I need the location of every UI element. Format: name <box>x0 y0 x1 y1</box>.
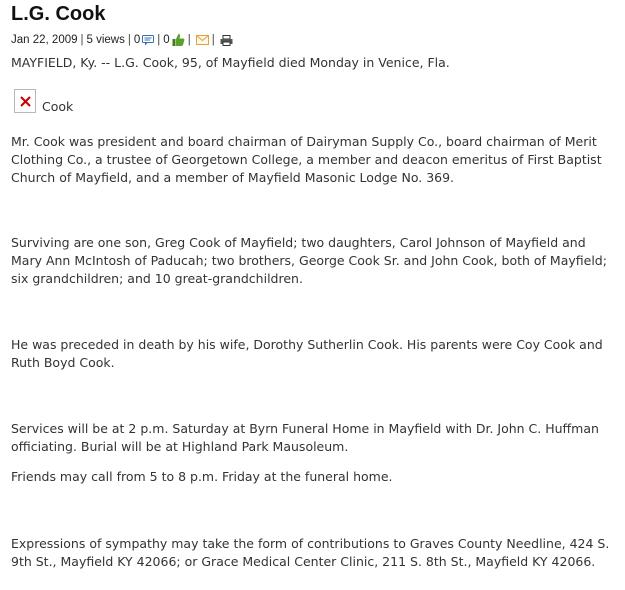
thumbs-up-icon[interactable] <box>172 33 185 47</box>
photo-caption: Cook <box>42 99 74 114</box>
article-date: Jan 22, 2009 <box>11 34 78 46</box>
view-count: 5 views <box>86 34 125 46</box>
article-paragraph-sympathy: Expressions of sympathy may take the form of contributions to Graves County Needline, 424 S. 9th St., Mayfield KY 42066; or Grace Medical Center Clinic, 211 S. 8th St., Mayfield KY 42066. <box>11 536 610 569</box>
article-paragraph-services: Services will be at 2 p.m. Saturday at Byrn Funeral Home in Mayfield with Dr. John C. Huffman officiating. Burial will be at Highland Park Mausoleum. <box>11 421 599 454</box>
article-paragraph-lede: MAYFIELD, Ky. -- L.G. Cook, 95, of Mayfield died Monday in Venice, Fla. <box>11 55 450 70</box>
comment-count: 0 <box>133 34 141 46</box>
article-paragraph-visitation: Friends may call from 5 to 8 p.m. Friday at the funeral home. <box>11 469 393 484</box>
photo-placeholder <box>14 89 36 113</box>
article-title: L.G. Cook <box>11 3 106 25</box>
article-paragraph-survivors: Surviving are one son, Greg Cook of Mayfield; two daughters, Carol Johnson of Mayfield and Mary Ann McIntosh of Paducah; two brothers, George Cook Sr. and John Cook, both of Mayfield; six grandchildren; and 10 great-grandchildren. <box>11 235 607 286</box>
email-icon[interactable] <box>196 35 209 45</box>
like-count: 0 <box>163 34 170 46</box>
comment-icon[interactable] <box>142 35 154 46</box>
print-icon[interactable] <box>220 35 233 46</box>
article-meta: Jan 22, 2009 | 5 views | 0 | 0 | | <box>11 33 233 47</box>
article-paragraph-career: Mr. Cook was president and board chairman of Dairyman Supply Co., board chairman of Merit Clothing Co., a trustee of Georgetown College, a member and deacon emeritus of First Baptist Church of Mayfield, and a member of Mayfield Masonic Lodge No. 369. <box>11 134 602 185</box>
article-paragraph-preceded: He was preceded in death by his wife, Dorothy Sutherlin Cook. His parents were Coy Cook and Ruth Boyd Cook. <box>11 337 603 370</box>
